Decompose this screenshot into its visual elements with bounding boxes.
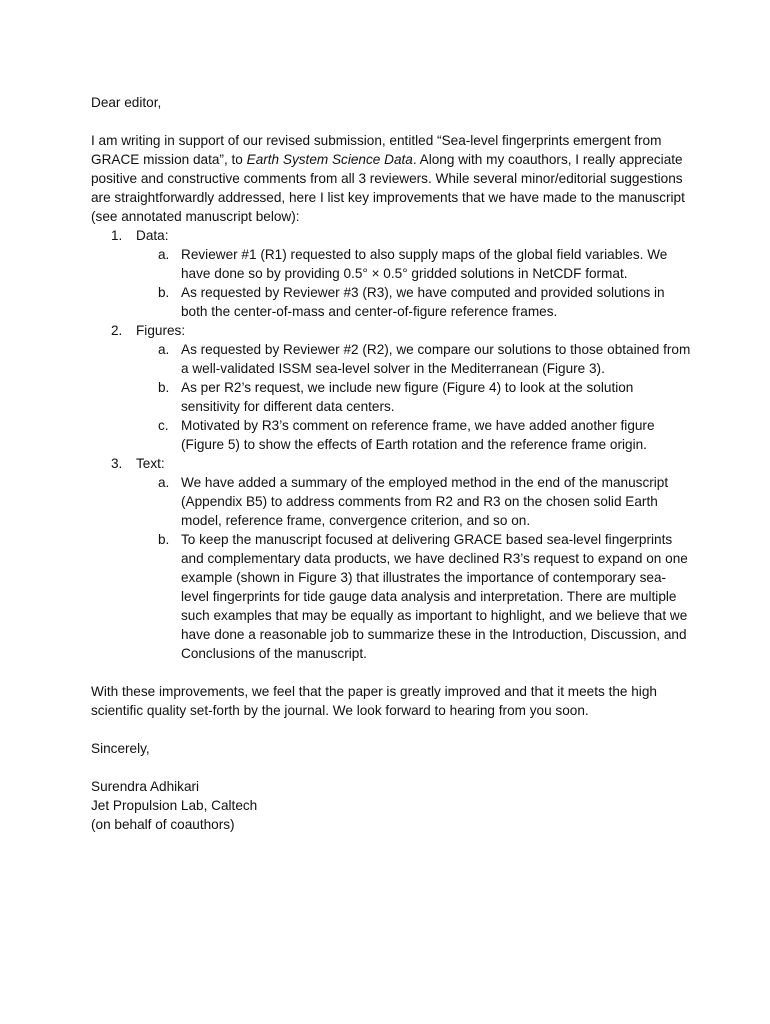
list-item xyxy=(136,340,691,378)
section-text xyxy=(91,454,691,663)
item-letter: a. xyxy=(158,247,170,262)
item-letter: c. xyxy=(158,418,169,433)
sign-off: Sincerely, xyxy=(91,741,150,756)
item-text: As requested by Reviewer #3 (R3), we have computed and provided solutions in both the center-of-mass and center-of-figure reference frames. xyxy=(181,285,665,319)
section-title: Data: xyxy=(136,228,169,243)
item-text: As requested by Reviewer #2 (R2), we compare our solutions to those obtained from a well-validated ISSM sea-level solver in the Mediterranean (Figure 3). xyxy=(181,342,691,376)
list-item xyxy=(136,416,691,454)
item-text: To keep the manuscript focused at delivering GRACE based sea-level fingerprints and complementary data products, we have declined R3’s request to expand on one example (shown in Figure 3) that illustrates the importance of contemporary sea-level fingerprints for tide gauge data analysis and interpretation. There are multiple such examples that may be equally as important to highlight, and we believe that we have done a reasonable job to summarize these in the Introduction, Discussion, and Conclusions of the manuscript. xyxy=(181,532,688,661)
section-items xyxy=(136,473,691,663)
list-item xyxy=(136,378,691,416)
greeting: Dear editor, xyxy=(91,95,162,110)
section-number: 2. xyxy=(111,323,123,338)
item-text: As per R2’s request, we include new figure (Figure 4) to look at the solution sensitivity for different data centers. xyxy=(181,380,634,414)
signature-name: Surendra Adhikari xyxy=(91,779,200,794)
list-item xyxy=(136,473,691,530)
list-item xyxy=(136,530,691,663)
signature-note: (on behalf of coauthors) xyxy=(91,817,235,832)
section-items xyxy=(136,340,691,454)
section-title: Text: xyxy=(136,456,165,471)
section-data xyxy=(91,226,691,321)
item-letter: a. xyxy=(158,475,170,490)
list-item xyxy=(136,283,691,321)
item-letter: a. xyxy=(158,342,170,357)
section-number: 3. xyxy=(111,456,123,471)
list-item xyxy=(136,245,691,283)
item-letter: b. xyxy=(158,285,170,300)
item-letter: b. xyxy=(158,532,170,547)
section-items xyxy=(136,245,691,321)
signature-affiliation: Jet Propulsion Lab, Caltech xyxy=(91,798,258,813)
item-text: Motivated by R3’s comment on reference frame, we have added another figure (Figure 5) to show the effects of Earth rotation and the reference frame origin. xyxy=(181,418,655,452)
intro-paragraph xyxy=(91,131,691,226)
section-number: 1. xyxy=(111,228,123,243)
item-text: We have added a summary of the employed method in the end of the manuscript (Appendix B5) to address comments from R2 and R3 on the chosen solid Earth model, reference frame, convergence criterion, and so on. xyxy=(181,475,669,528)
section-figures xyxy=(91,321,691,454)
closing-paragraph: With these improvements, we feel that the paper is greatly improved and that it meets the high scientific quality set-forth by the journal. We look forward to hearing from you soon. xyxy=(91,684,657,718)
journal-name: Earth System Science Data xyxy=(246,152,413,167)
item-letter: b. xyxy=(158,380,170,395)
improvements-list xyxy=(91,226,691,663)
letter-page xyxy=(91,93,691,834)
item-text: Reviewer #1 (R1) requested to also supply maps of the global field variables. We have done so by providing 0.5° × 0.5° gridded solutions in NetCDF format. xyxy=(181,247,668,281)
section-title: Figures: xyxy=(136,323,186,338)
intro-text-end: . Along with my coauthors, I really appreciate positive and constructive comments from all 3 reviewers. While several minor/editorial suggestions are straightforwardly addressed, here I list key improvements that we have made to the manuscript (see annotated manuscript below): xyxy=(91,152,685,224)
intro-text-start: I am writing in support of our revised submission, entitled “Sea-level fingerprints emergent from GRACE mission data”, to xyxy=(91,133,662,167)
